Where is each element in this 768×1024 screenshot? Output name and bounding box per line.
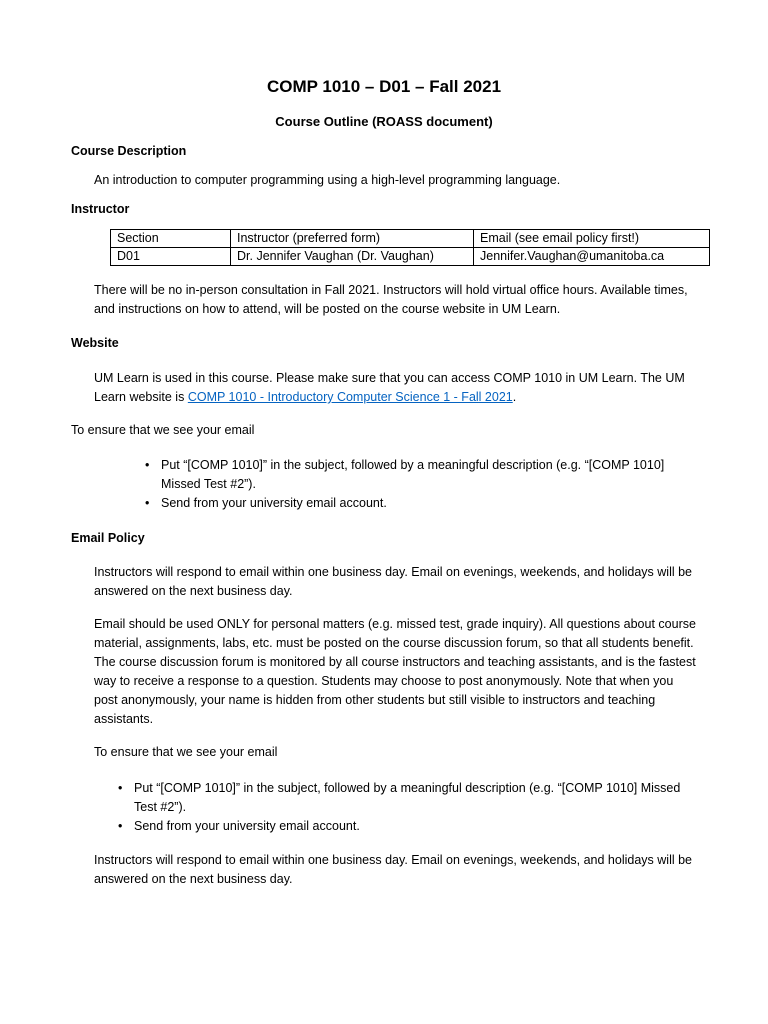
- email-policy-response-time-repeat: Instructors will respond to email within one business day. Email on evenings, weekends, and holidays will be answered on the next business day.: [94, 853, 692, 886]
- list-item: • Send from your university email account.: [118, 817, 698, 836]
- website-text-after: .: [512, 390, 517, 404]
- instructor-heading: Instructor: [71, 202, 130, 216]
- table-row: [111, 248, 710, 266]
- email-policy-ensure-heading: To ensure that we see your email: [94, 745, 278, 759]
- table-cell-section: D01: [111, 248, 231, 266]
- ensure-email-heading: To ensure that we see your email: [71, 423, 255, 437]
- email-policy-response-time: Instructors will respond to email within one business day. Email on evenings, weekends, and holidays will be answered on the next business day.: [94, 565, 692, 598]
- instructor-table: [110, 229, 710, 266]
- table-header-cell: Section: [111, 230, 231, 248]
- course-website-link[interactable]: COMP 1010 - Introductory Computer Science 1 - Fall 2021: [187, 390, 513, 404]
- table-cell-instructor: Dr. Jennifer Vaughan (Dr. Vaughan): [231, 248, 474, 266]
- website-text-before: UM Learn is used in this course. Please make sure that you can access COMP 1010 in UM Learn. The UM Learn website is: [94, 371, 685, 404]
- list-item: • Send from your university email account.: [145, 494, 690, 513]
- email-policy-heading: Email Policy: [71, 531, 145, 545]
- table-header-cell: Email (see email policy first!): [474, 230, 710, 248]
- website-heading: Website: [71, 336, 119, 350]
- table-cell-email: Jennifer.Vaughan@umanitoba.ca: [474, 248, 710, 266]
- email-policy-ensure-list: [118, 779, 698, 836]
- list-item: • Put “[COMP 1010]” in the subject, followed by a meaningful description (e.g. “[COMP 1010] Missed Test #2”).: [118, 779, 698, 817]
- ensure-email-list: [145, 456, 690, 513]
- page-title: COMP 1010 – D01 – Fall 2021: [266, 77, 502, 96]
- table-header-cell: Instructor (preferred form): [231, 230, 474, 248]
- page-subtitle: Course Outline (ROASS document): [275, 114, 493, 129]
- list-item: • Put “[COMP 1010]” in the subject, followed by a meaningful description (e.g. “[COMP 1010] Missed Test #2”).: [145, 456, 690, 494]
- table-header-row: [111, 230, 710, 248]
- course-description-text: An introduction to computer programming using a high-level programming language.: [94, 173, 561, 187]
- email-policy-usage: Email should be used ONLY for personal matters (e.g. missed test, grade inquiry). All questions about course material, assignments, labs, etc. must be posted on the course discussion forum, so that all students benefit. The course discussion forum is monitored by all course instructors and teaching assistants, and is the fastest way to receive a response to a question. Students may choose to post anonymously. Note that when you post anonymously, your name is hidden from other students but still visible to instructors and teaching assistants.: [94, 617, 696, 726]
- website-text: [94, 369, 699, 407]
- course-description-heading: Course Description: [71, 144, 187, 158]
- consultation-note: There will be no in-person consultation in Fall 2021. Instructors will hold virtual office hours. Available times, and instructions on how to attend, will be posted on the course website in UM Learn.: [94, 283, 688, 316]
